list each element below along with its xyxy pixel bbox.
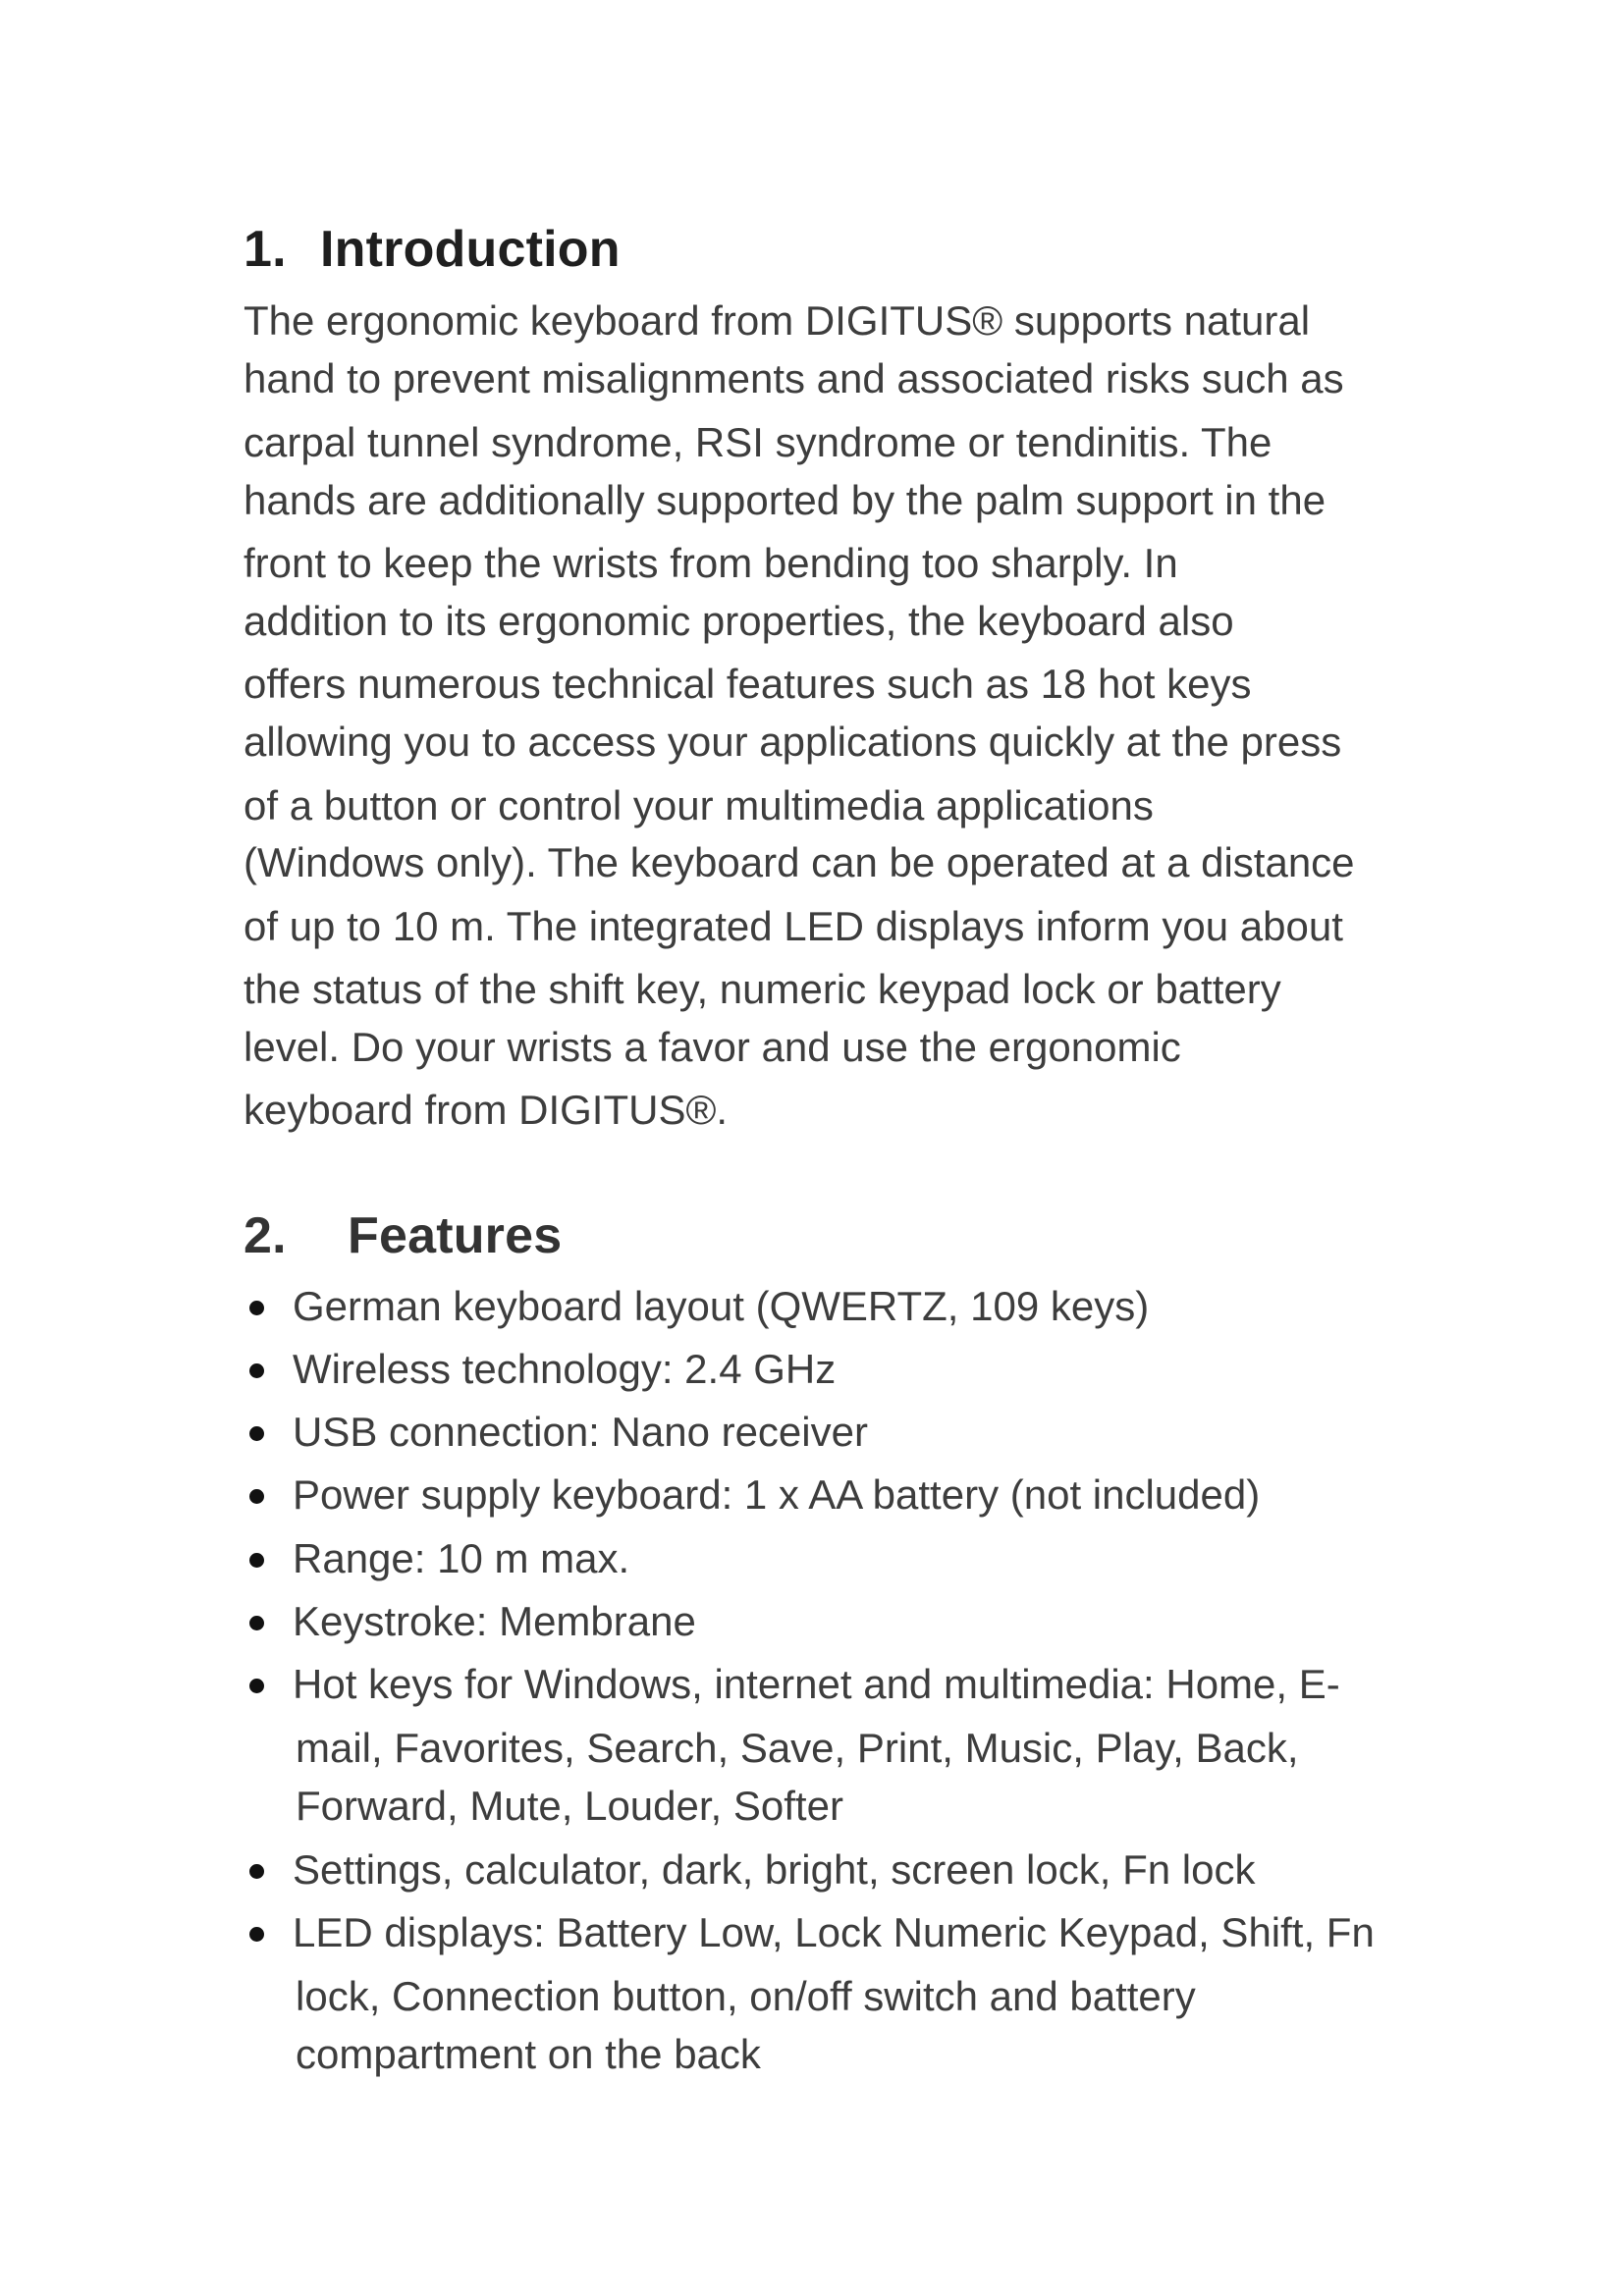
section-number: 2. (244, 1207, 287, 1264)
paragraph-line: carpal tunnel syndrome, RSI syndrome or tendinitis. The (244, 419, 1272, 465)
list-item-text: USB connection: Nano receiver (293, 1409, 868, 1455)
bullet-icon (249, 1426, 264, 1441)
bullet-icon (249, 1927, 264, 1942)
list-item-text: German keyboard layout (QWERTZ, 109 keys) (293, 1283, 1150, 1329)
section-title: Introduction (320, 221, 621, 278)
bullet-icon (249, 1679, 264, 1693)
list-item-text: Power supply keyboard: 1 x AA battery (not included) (293, 1471, 1261, 1518)
list-item-text: Hot keys for Windows, internet and multimedia: Home, E- (293, 1661, 1340, 1707)
bullet-icon (249, 1864, 264, 1879)
list-item-text: lock, Connection button, on/off switch and battery (296, 1973, 1196, 2019)
paragraph-line: front to keep the wrists from bending too sharply. In (244, 540, 1178, 586)
section-heading-features (244, 1206, 562, 1265)
paragraph-line: level. Do your wrists a favor and use the ergonomic (244, 1024, 1181, 1070)
list-item-text: compartment on the back (296, 2031, 761, 2077)
section-heading-introduction (244, 220, 621, 279)
paragraph-line: (Windows only). The keyboard can be operated at a distance (244, 839, 1355, 885)
bullet-icon (249, 1553, 264, 1568)
paragraph-line: hand to prevent misalignments and associated risks such as (244, 355, 1344, 401)
list-item-text: mail, Favorites, Search, Save, Print, Music, Play, Back, (296, 1725, 1299, 1771)
paragraph-line: The ergonomic keyboard from DIGITUS® supports natural (244, 297, 1311, 344)
list-item-text: Range: 10 m max. (293, 1535, 630, 1581)
bullet-icon (249, 1489, 264, 1504)
section-title: Features (348, 1207, 563, 1264)
paragraph-line: of a button or control your multimedia applications (244, 782, 1154, 828)
paragraph-line: allowing you to access your applications quickly at the press (244, 719, 1342, 765)
list-item-text: Forward, Mute, Louder, Softer (296, 1783, 843, 1829)
paragraph-line: offers numerous technical features such as 18 hot keys (244, 661, 1252, 707)
paragraph-line: keyboard from DIGITUS®. (244, 1087, 729, 1133)
list-item-text: LED displays: Battery Low, Lock Numeric Keypad, Shift, Fn (293, 1909, 1375, 1955)
section-number: 1. (244, 221, 287, 278)
list-item-text: Wireless technology: 2.4 GHz (293, 1346, 837, 1392)
bullet-icon (249, 1363, 264, 1378)
list-item-text: Settings, calculator, dark, bright, screen lock, Fn lock (293, 1846, 1256, 1893)
bullet-icon (249, 1616, 264, 1630)
paragraph-line: hands are additionally supported by the palm support in the (244, 477, 1326, 523)
list-item-text: Keystroke: Membrane (293, 1598, 696, 1644)
bullet-icon (249, 1301, 264, 1315)
paragraph-line: of up to 10 m. The integrated LED displays inform you about (244, 903, 1343, 949)
paragraph-line: addition to its ergonomic properties, the keyboard also (244, 598, 1234, 644)
paragraph-line: the status of the shift key, numeric keypad lock or battery (244, 966, 1281, 1012)
